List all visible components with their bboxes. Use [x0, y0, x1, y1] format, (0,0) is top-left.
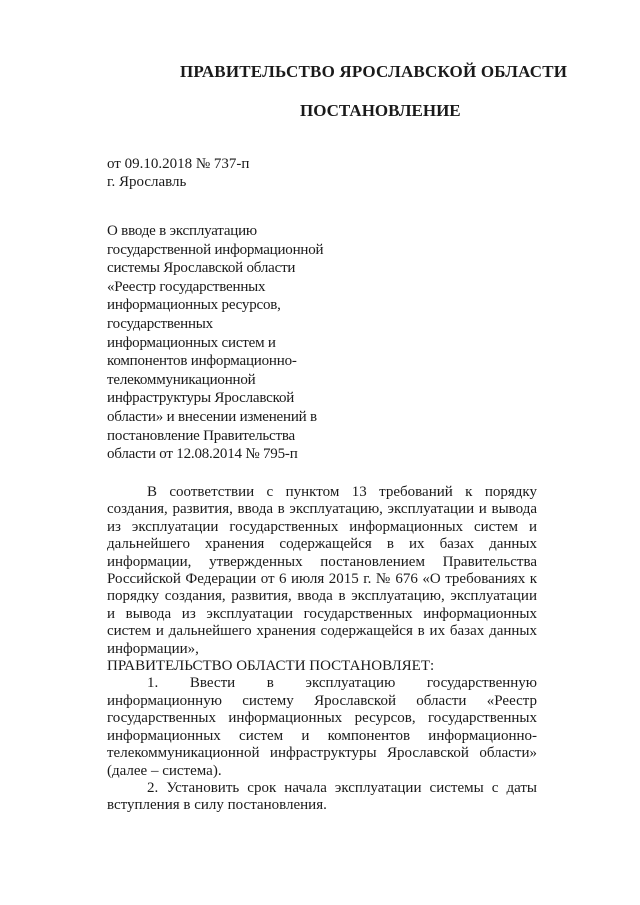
subject-line: О вводе в эксплуатацию: [107, 223, 257, 239]
document-subject: [107, 222, 347, 464]
document-meta: [107, 155, 249, 191]
subject-line: государственной информационной: [107, 241, 324, 258]
subject-line: системы Ярославской области: [107, 260, 296, 277]
government-title: ПРАВИТЕЛЬСТВО ЯРОСЛАВСКОЙ ОБЛАСТИ: [180, 62, 568, 81]
subject-line: телекоммуникационной: [107, 371, 256, 388]
subject-line: информационных ресурсов,: [107, 297, 281, 314]
date-number: от 09.10.2018 № 737-п: [107, 156, 250, 172]
city: г. Ярославль: [107, 174, 187, 190]
subject-line: компонентов информационно-: [107, 353, 297, 370]
subject-line: области от 12.08.2014 № 795-п: [107, 446, 298, 463]
subject-line: «Реестр государственных: [107, 278, 266, 295]
subject-line: постановление Правительства: [107, 427, 295, 444]
subject-line: инфраструктуры Ярославской: [107, 390, 295, 407]
subject-line: области» и внесении изменений в: [107, 408, 317, 425]
point-1: 1. Ввести в эксплуатацию государственную информационную систему Ярославской области «Реестр государственных информационных ресурсов, государственных информационных систем и компонентов информационно-телекоммуникационной инфраструктуры Ярославской области» (далее – система).: [107, 675, 537, 779]
decree-statement: ПРАВИТЕЛЬСТВО ОБЛАСТИ ПОСТАНОВЛЯЕТ:: [107, 658, 435, 675]
document-type: ПОСТАНОВЛЕНИЕ: [300, 101, 461, 120]
document-body: [107, 484, 537, 815]
preamble-paragraph: В соответствии с пунктом 13 требований к порядку создания, развития, ввода в эксплуатацию, эксплуатации и вывода из эксплуатации государственных информационных систем и дальнейшего хранения содержащейся в их базах данных информации, утвержденных постановлением Правительства Российской Федерации от 6 июля 2015 г. № 676 «О требованиях к порядку создания, развития, ввода в эксплуатацию, эксплуатации и вывода из эксплуатации государственных информационных систем и дальнейшего хранения содержащейся в их базах данных информации»,: [107, 484, 537, 657]
subject-line: информационных систем и: [107, 334, 276, 351]
subject-line: государственных: [107, 315, 213, 332]
point-2: 2. Установить срок начала эксплуатации системы с даты вступления в силу постановления.: [107, 779, 537, 814]
